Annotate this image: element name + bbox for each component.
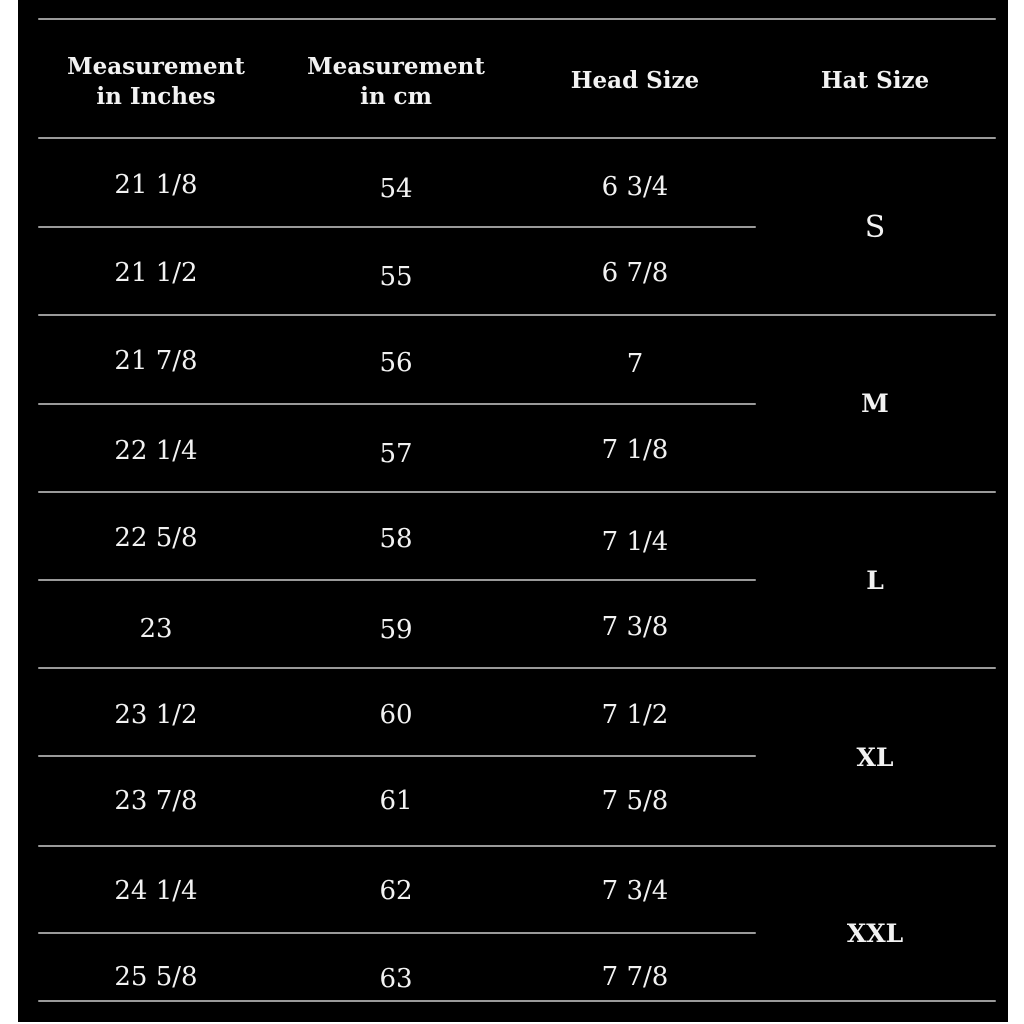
hat-size-l: L (866, 566, 884, 595)
cell-inches: 23 (139, 614, 173, 644)
header-cm: Measurement in cm (307, 53, 485, 110)
header-head-size: Head Size (570, 67, 700, 94)
hat-size-xxl: XXL (846, 919, 904, 948)
rule-group (38, 314, 996, 316)
rule-top (38, 18, 996, 20)
hat-size-m: M (861, 389, 889, 418)
rule-row (38, 579, 756, 581)
cell-cm: 59 (379, 615, 413, 645)
rule-row (38, 403, 756, 405)
cell-cm: 61 (379, 786, 413, 816)
cell-inches: 22 1/4 (114, 436, 198, 466)
header-inches: Measurement in Inches (67, 53, 245, 110)
cell-head: 7 7/8 (601, 962, 669, 992)
cell-head: 6 3/4 (601, 172, 669, 202)
header-hat-size: Hat Size (820, 67, 930, 94)
cell-inches: 25 5/8 (114, 962, 198, 992)
cell-cm: 56 (379, 348, 413, 378)
rule-row (38, 755, 756, 757)
size-chart-table (18, 0, 1008, 1022)
hat-size-xl: XL (856, 743, 894, 772)
cell-inches: 24 1/4 (114, 876, 198, 906)
cell-cm: 54 (379, 174, 413, 204)
cell-inches: 23 1/2 (114, 700, 198, 730)
cell-inches: 21 1/2 (114, 258, 198, 288)
hat-size-s: S (864, 210, 886, 245)
cell-head: 7 1/2 (601, 700, 669, 730)
cell-cm: 57 (379, 439, 413, 469)
rule-bottom (38, 1000, 996, 1002)
cell-inches: 21 7/8 (114, 346, 198, 376)
rule-row (38, 932, 756, 934)
cell-head: 6 7/8 (601, 258, 669, 288)
cell-head: 7 1/8 (601, 435, 669, 465)
cell-head: 7 3/8 (601, 612, 669, 642)
rule-group (38, 491, 996, 493)
cell-inches: 21 1/8 (114, 170, 198, 200)
rule-group (38, 845, 996, 847)
rule-group (38, 667, 996, 669)
cell-inches: 22 5/8 (114, 523, 198, 553)
cell-cm: 55 (379, 262, 413, 292)
cell-head: 7 1/4 (601, 527, 669, 557)
cell-cm: 58 (379, 524, 413, 554)
rule-header (38, 137, 996, 139)
cell-cm: 62 (379, 876, 413, 906)
rule-row (38, 226, 756, 228)
cell-cm: 63 (379, 964, 413, 994)
cell-cm: 60 (379, 700, 413, 730)
cell-head: 7 5/8 (601, 786, 669, 816)
cell-head: 7 (626, 349, 644, 379)
cell-inches: 23 7/8 (114, 786, 198, 816)
cell-head: 7 3/4 (601, 876, 669, 906)
